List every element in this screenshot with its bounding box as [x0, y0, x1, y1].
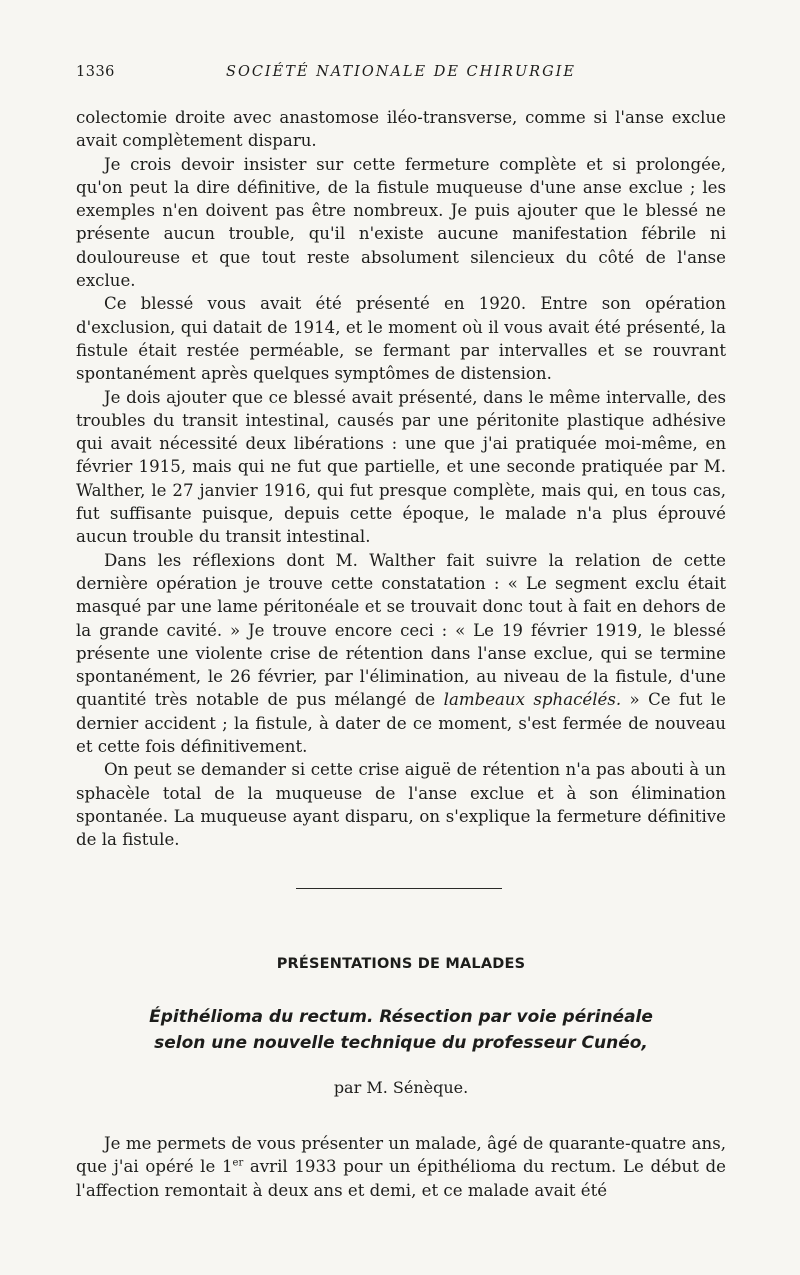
paragraph-intro: [76, 1132, 726, 1202]
intro-text-before: Je me permets de vous présenter un malade, âgé de quarante-quatre ans, que j'ai opéré le 1: [76, 1134, 726, 1177]
section-heading: PRÉSENTATIONS DE MALADES: [276, 956, 526, 972]
intro-text-after: avril 1933 pour un épithélioma du rectum. Le début de l'affection remontait à deux ans et demi, et ce malade avait été: [76, 1157, 726, 1200]
intro-text: [76, 1132, 726, 1202]
walther-text-after: » Ce fut le dernier accident ; la fistule, à dater de ce moment, s'est fermée de nouveau et cette fois définitivement.: [76, 690, 727, 757]
paragraph-continuation: colectomie droite avec anastomose iléo-transverse, comme si l'anse exclue avait complètement disparu.: [76, 108, 726, 151]
author-byline: par M. Sénèque.: [333, 1078, 469, 1097]
paragraph-walther: [76, 549, 726, 759]
article-title-line: Épithélioma du rectum. Résection par voie périnéale: [149, 1007, 653, 1027]
paragraph-presentation-1920: Ce blessé vous avait été présenté en 1920. Entre son opération d'exclusion, qui datait de 1914, et le moment où il vous avait été présenté, la fistule était restée perméable, se fermant par intervalles et se rouvrant spontanément après quelques symptômes de distension.: [76, 294, 726, 384]
article-title-line: selon une nouvelle technique du professeur Cunéo,: [154, 1033, 648, 1053]
running-head: [76, 64, 726, 86]
walther-italic-phrase: lambeaux sphacélés.: [443, 690, 622, 710]
article-title: [76, 1004, 726, 1056]
journal-title: SOCIÉTÉ NATIONALE DE CHIRURGIE: [226, 64, 576, 80]
section-divider: [296, 888, 502, 889]
page-number: 1336: [76, 64, 115, 80]
paragraph-crise-aigue: On peut se demander si cette crise aiguë de rétention n'a pas abouti à un sphacèle total de la muqueuse de l'anse exclue et à son élimination spontanée. La muqueuse ayant disparu, on s'explique la fermeture définitive de la fistule.: [76, 760, 726, 850]
ordinal-superscript: er: [232, 1157, 244, 1169]
body-text: [76, 106, 726, 852]
walther-text-before: Dans les réflexions dont M. Walther fait suivre la relation de cette dernière opération je trouve cette constatation : « Le segment exclu était masqué par une lame péritonéale et se trouvait donc tout à fait en dehors de la grande cavité. » Je trouve encore ceci : « Le 19 février 1919, le blessé présente une violente crise de rétention dans l'anse exclue, qui se termine spontanément, le 26 février, par l'élimination, au niveau de la fistule, d'une quantité très notable de pus mélangé de: [76, 550, 726, 710]
paragraph-fistule: Je crois devoir insister sur cette fermeture complète et si prolongée, qu'on peut la dire définitive, de la fistule muqueuse d'une anse exclue ; les exemples n'en doivent pas être nombreux. Je puis ajouter que le blessé ne présente aucun trouble, qu'il n'existe aucune manifestation fébrile ni douloureuse et que tout reste absolument silencieux du côté de l'anse exclue.: [76, 154, 726, 291]
paragraph-troubles-transit: Je dois ajouter que ce blessé avait présenté, dans le même intervalle, des troubles du transit intestinal, causés par une péritonite plastique adhésive qui avait nécessité deux libérations : une que j'ai pratiquée moi-même, en février 1915, mais qui ne fut que partielle, et une seconde pratiquée par M. Walther, le 27 janvier 1916, qui fut presque complète, mais qui, en tous cas, fut suffisante puisque, depuis cette époque, le malade n'a plus éprouvé aucun trouble du transit intestinal.: [76, 387, 726, 547]
